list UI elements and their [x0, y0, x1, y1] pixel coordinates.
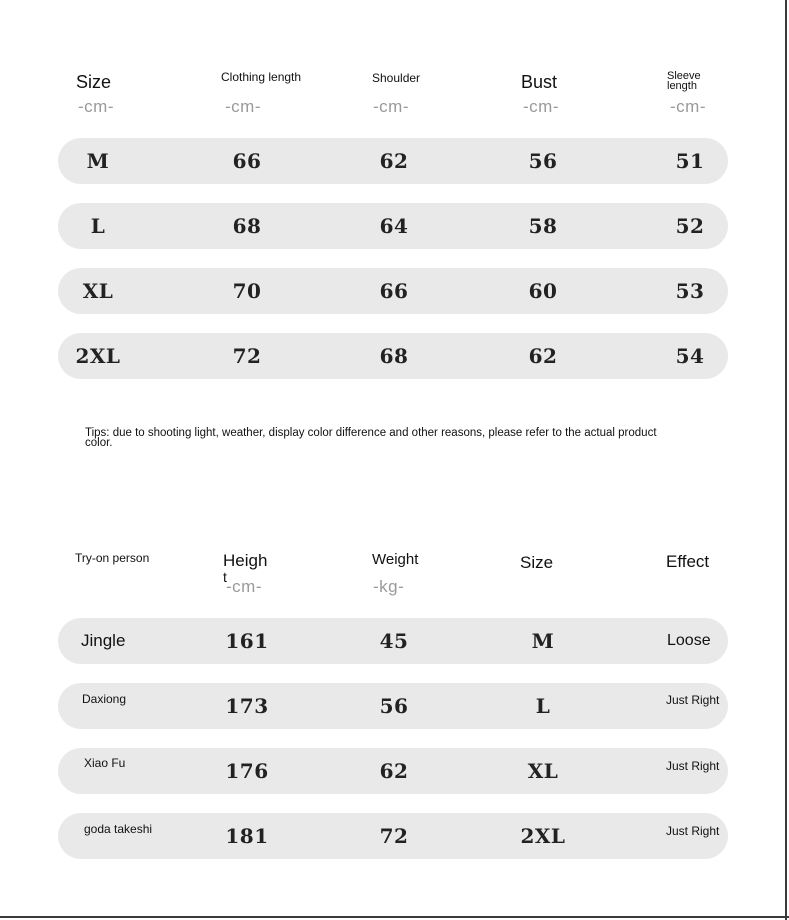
tryon-row	[58, 618, 728, 664]
cell-effect: Just Right	[666, 824, 720, 838]
cell-clothing-length: 66	[232, 149, 262, 173]
cell-clothing-length: 70	[232, 279, 262, 303]
size-row	[58, 138, 728, 184]
cell-person: Daxiong	[82, 692, 127, 706]
frame-border-bottom	[0, 916, 789, 918]
cell-effect: Just Right	[666, 759, 720, 773]
cell-size: XL	[527, 759, 559, 783]
cell-size: L	[535, 694, 551, 718]
cell-sleeve: 52	[675, 214, 705, 238]
unit-size: -cm-	[78, 97, 114, 116]
tryon-row	[58, 748, 728, 794]
cell-weight: 56	[379, 694, 409, 718]
cell-size: L	[90, 214, 106, 238]
cell-height: 173	[225, 694, 269, 718]
header-clothing-length: Clothing length	[221, 70, 302, 84]
header-height-line2: t	[223, 569, 227, 585]
tryon-row	[58, 813, 728, 859]
cell-shoulder: 62	[379, 149, 409, 173]
tips-line2: color.	[85, 437, 113, 449]
cell-weight: 62	[379, 759, 409, 783]
cell-bust: 58	[528, 214, 558, 238]
cell-clothing-length: 72	[232, 344, 262, 368]
header-tryon-person: Try-on person	[75, 551, 150, 565]
unit-clothing-length: -cm-	[225, 97, 261, 116]
size-row	[58, 333, 728, 379]
cell-size: XL	[82, 279, 114, 303]
cell-shoulder: 68	[379, 344, 409, 368]
header-size: Size	[76, 72, 112, 92]
cell-effect: Just Right	[666, 693, 720, 707]
cell-shoulder: 66	[379, 279, 409, 303]
cell-size: M	[531, 629, 555, 653]
cell-height: 181	[225, 824, 269, 848]
cell-person: goda takeshi	[84, 822, 153, 836]
tryon-row	[58, 683, 728, 729]
cell-bust: 60	[528, 279, 558, 303]
header-size-tryon: Size	[520, 553, 554, 572]
unit-bust: -cm-	[523, 97, 559, 116]
cell-person: Xiao Fu	[84, 756, 126, 770]
cell-sleeve: 51	[675, 149, 705, 173]
cell-weight: 45	[379, 629, 409, 653]
cell-weight: 72	[379, 824, 409, 848]
header-shoulder: Shoulder	[372, 71, 421, 85]
cell-sleeve: 53	[675, 279, 705, 303]
unit-sleeve-length: -cm-	[670, 97, 706, 116]
cell-bust: 56	[528, 149, 558, 173]
size-row	[58, 268, 728, 314]
header-bust: Bust	[521, 72, 558, 92]
header-sleeve-length	[667, 71, 701, 91]
cell-height: 161	[225, 629, 269, 653]
cell-clothing-length: 68	[232, 214, 262, 238]
cell-size: 2XL	[520, 824, 566, 848]
cell-size: 2XL	[75, 344, 121, 368]
size-row	[58, 203, 728, 249]
cell-height: 176	[225, 759, 269, 783]
cell-person: Jingle	[81, 631, 126, 650]
cell-shoulder: 64	[379, 214, 409, 238]
header-effect: Effect	[666, 552, 710, 571]
frame-border-right	[785, 0, 787, 920]
header-sleeve-line2: length	[667, 80, 697, 92]
header-sleeve-line1: Sleeve	[667, 70, 701, 82]
tips-line1: Tips: due to shooting light, weather, display color difference and other reasons, please refer to the actual product	[85, 427, 657, 439]
cell-effect: Loose	[667, 632, 711, 649]
cell-size: M	[86, 149, 110, 173]
tips-note	[85, 428, 695, 448]
header-height-line1: Heigh	[223, 551, 268, 570]
cell-sleeve: 54	[675, 344, 705, 368]
cell-bust: 62	[528, 344, 558, 368]
header-weight: Weight	[372, 551, 419, 568]
unit-height: -cm-	[226, 577, 262, 596]
unit-shoulder: -cm-	[373, 97, 409, 116]
unit-weight: -kg-	[373, 577, 405, 596]
